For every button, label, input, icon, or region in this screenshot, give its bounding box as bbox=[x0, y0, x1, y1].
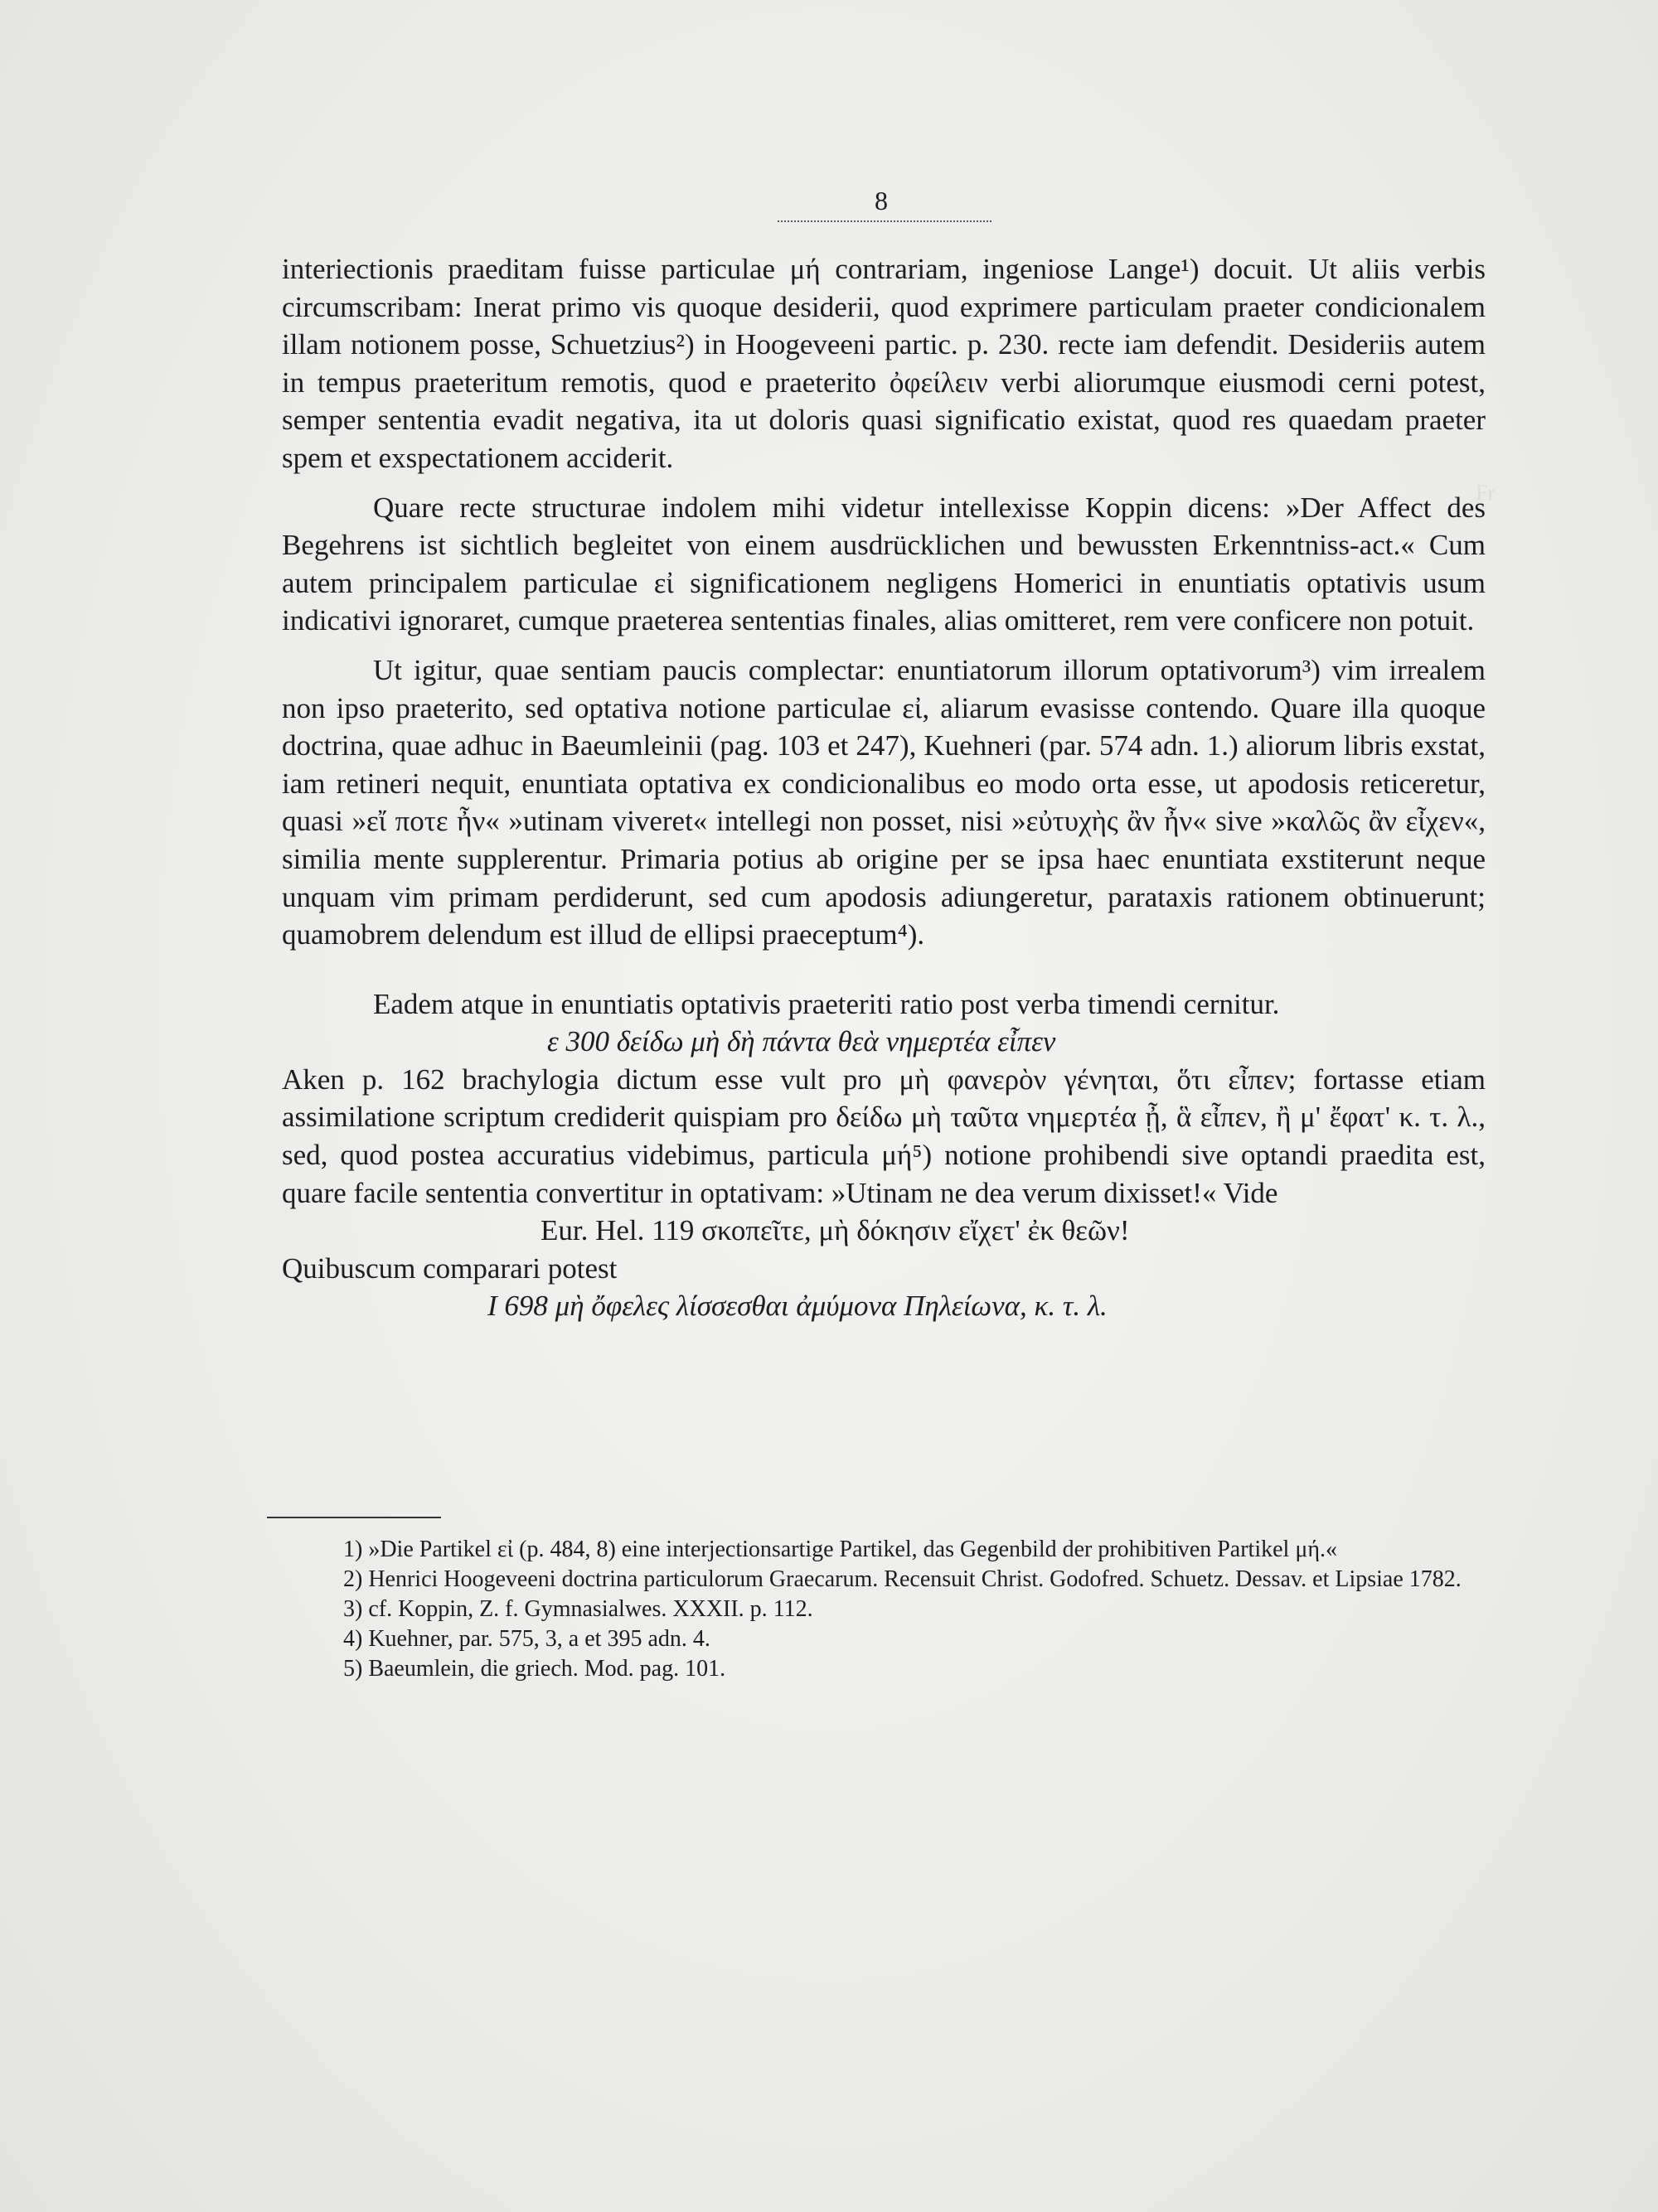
paragraph-4: Eadem atque in enuntiatis optativis praeteriti ratio post verba timendi cernitur. bbox=[373, 987, 1280, 1020]
paragraph-6: Quibuscum comparari potest bbox=[282, 1251, 618, 1285]
footnote-4: 4) Kuehner, par. 575, 3, a et 395 adn. 4. bbox=[343, 1626, 710, 1652]
quote-eur-hel: Eur. Hel. 119 σκοπεῖτε, μὴ δόκησιν εἴχετ' ἐκ θεῶν! bbox=[541, 1214, 1130, 1247]
paragraph-5: Aken p. 162 brachylogia dictum esse vult pro μὴ φανερὸν γένηται, ὅτι εἶπεν; fortasse etiam assimilatione scriptum crediderit quispiam pro δείδω μὴ ταῦτα νημερτέα ᾖ, ἃ εἶπεν, ἢ μ' ἔφατ' κ. τ. λ., sed, quod postea accuratius videbimus, particula μή⁵) notione prohibendi sive optandi praedita est, quare facile sententia convertitur in optativam: »Utinam ne dea verum dixisset!« Vide bbox=[282, 1062, 1486, 1209]
page-number: 8 bbox=[875, 186, 888, 215]
footnote-rule bbox=[267, 1517, 441, 1518]
footnote-1: 1) »Die Partikel εἰ (p. 484, 8) eine interjectionsartige Partikel, das Gegenbild der prohibitiven Partikel μή.« bbox=[343, 1537, 1337, 1562]
quote-homer-i698: Ι 698 μὴ ὄφελες λίσσεσθαι ἀμύμονα Πηλείωνα, κ. τ. λ. bbox=[487, 1290, 1108, 1323]
footnote-3: 3) cf. Koppin, Z. f. Gymnasialwes. XXXII. p. 112. bbox=[343, 1596, 813, 1622]
footnote-5: 5) Baeumlein, die griech. Mod. pag. 101. bbox=[343, 1656, 726, 1682]
bleed-through-text: Fr bbox=[1476, 481, 1496, 505]
paragraph-2: Quare recte structurae indolem mihi videtur intellexisse Koppin dicens: »Der Affect des Begehrens ist sichtlich begleitet von einem ausdrücklichen und bewussten Erkenntniss-act.« Cum autem principalem particulae εἰ significationem negligens Homerici in enuntiatis optativis usum indicativi ignoraret, cumque praeterea sententias finales, alias omitteret, rem vere conficere non potuit. bbox=[282, 491, 1486, 637]
paragraph-1: interiectionis praeditam fuisse particulae μή contrariam, ingeniose Lange¹) docuit. Ut aliis verbis circumscribam: Inerat primo vis quoque desiderii, quod exprimere particulam praeter condicionalem illam notionem posse, Schuetzius²) in Hoogeveeni partic. p. 230. recte iam defendit. Desideriis autem in tempus praeteritum remotis, quod e praeterito ὀφείλειν verbi aliorumque eiusmodi cerni potest, semper sententia evadit negativa, ita ut doloris quasi significatio existat, quod res quaedam praeter spem et exspectationem acciderit. bbox=[282, 253, 1486, 474]
main-text bbox=[282, 250, 1486, 1325]
footnotes bbox=[267, 1535, 1486, 1684]
header-dotted-rule bbox=[778, 220, 991, 222]
footnote-2: 2) Henrici Hoogeveeni doctrina particulorum Graecarum. Recensuit Christ. Godofred. Schuetz. Dessav. et Lipsiae 1782. bbox=[343, 1566, 1462, 1592]
paragraph-3: Ut igitur, quae sentiam paucis complectar: enuntiatorum illorum optativorum³) vim irrealem non ipso praeterito, sed optativa notione particulae εἰ, aliarum evasisse contendo. Quare illa quoque doctrina, quae adhuc in Baeumleinii (pag. 103 et 247), Kuehneri (par. 574 adn. 1.) aliorum libris exstat, iam retineri nequit, enuntiata optativa ex condicionalibus eo modo orta esse, ut apodosis reticeretur, quasi »εἴ ποτε ἦν« »utinam viveret« intellegi non posset, nisi »εὐτυχὴς ἂν ἦν« sive »καλῶς ἂν εἶχεν«, similia mente supplerentur. Primaria potius ab origine per se ipsa haec enuntiata exstiterunt neque unquam vim primam perdiderunt, sed cum apodosis adiungeretur, parataxis rationem obtinuerunt; quamobrem delendum est illud de ellipsi praeceptum⁴). bbox=[282, 653, 1486, 951]
quote-homer-e300: ε 300 δείδω μὴ δὴ πάντα θεὰ νημερτέα εἶπεν bbox=[547, 1025, 1056, 1058]
